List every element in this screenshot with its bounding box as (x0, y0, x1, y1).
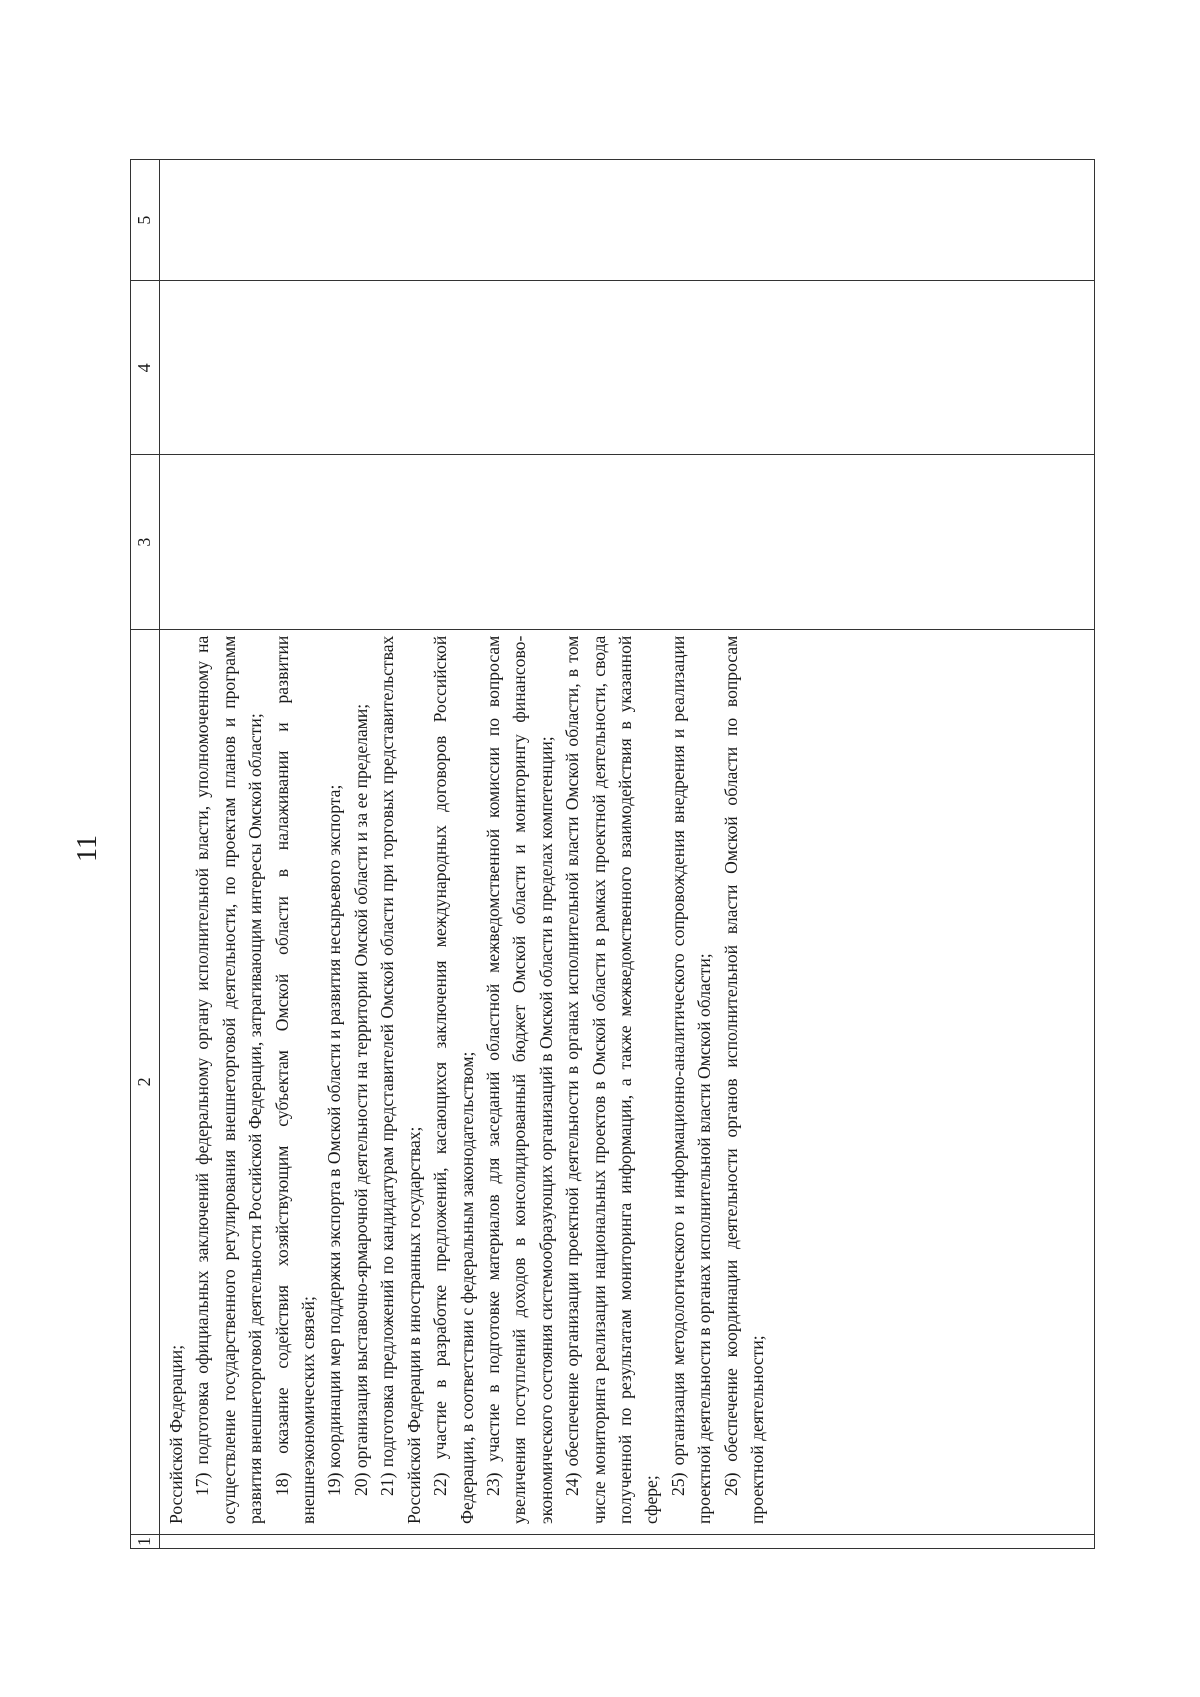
list-item: 20) организация выставочно-ярмарочной деятельности на территории Омской области и за ее пределами; (350, 703, 371, 1496)
column-4-cell (160, 281, 1095, 455)
list-item: Российской Федерации; (166, 1344, 187, 1524)
column-2-content (160, 630, 770, 1534)
list-item: 25) организация методологического и информационно-аналитического сопровождения внедрения и реализации проектной деятельности в органах исполнительной власти Омской области; (667, 635, 715, 1524)
table-header-row (131, 160, 160, 1549)
list-item: 24) обеспечение организации проектной деятельности в органах исполнительной власти Омской области, в том числе мониторинга реализации национальных проектов в Омской области в рамках проектной деятельности, свода полученной по результатам мониторинга информации, а также межведомственного взаимодействия в указанной сфере; (562, 635, 662, 1524)
list-item: 21) подготовка предложений по кандидатурам представителей Омской области при торговых представительствах Российской Федерации в иностранных государствах; (377, 635, 424, 1524)
list-item: 19) координации мер поддержки экспорта в Омской области и развития несырьевого экспорта; (324, 784, 345, 1496)
header-cell-2: 2 (131, 629, 160, 1534)
column-3-cell (160, 455, 1095, 629)
list-item: 17) подготовка официальных заключений федеральному органу исполнительной власти, уполномоченному на осуществление государственного регулирования внешнеторговой деятельности, по проектам планов и программ развития внешнеторговой деятельности Российской Федерации, затрагивающим интересы Омской области; (192, 635, 266, 1524)
header-cell-1: 1 (131, 1534, 160, 1548)
list-item: 26) обеспечение координации деятельности органов исполнительной власти Омской области по вопросам проектной деятельности; (720, 635, 767, 1524)
column-1-cell (160, 1534, 1095, 1548)
list-item: 22) участие в разработке предложений, касающихся заключения международных договоров Российской Федерации, в соответствии с федеральным законодательством; (430, 635, 477, 1524)
header-cell-5: 5 (131, 160, 160, 281)
list-item: 23) участие в подготовке материалов для заседаний областной межведомственной комиссии по вопросам увеличения поступлений доходов в консолидированный бюджет Омской области и мониторингу финансово-экономического состояния системообразующих организаций в Омской области в пределах компетенции; (482, 635, 556, 1524)
document-table (130, 159, 1095, 1549)
header-cell-4: 4 (131, 281, 160, 455)
column-5-cell (160, 160, 1095, 281)
list-item: 18) оказание содействия хозяйствующим субъектам Омской области в налаживании и развитии внешнеэкономических связей; (271, 635, 319, 1524)
header-cell-3: 3 (131, 455, 160, 629)
table-body-row (160, 160, 1095, 1549)
page-number: 11 (72, 835, 103, 862)
column-2-cell (160, 629, 1095, 1534)
